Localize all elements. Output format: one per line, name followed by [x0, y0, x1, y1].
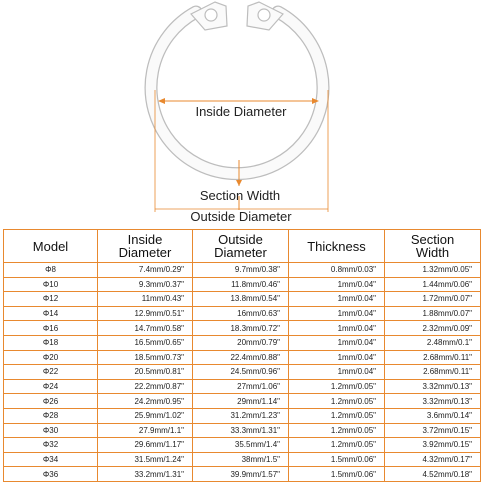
cell-model: Φ34: [4, 452, 98, 467]
cell-model: Φ20: [4, 350, 98, 365]
cell-section-width: 1.32mm/0.05": [385, 263, 481, 278]
cell-outside-diameter: 31.2mm/1.23": [193, 408, 289, 423]
cell-model: Φ16: [4, 321, 98, 336]
cell-thickness: 1mm/0.04": [289, 350, 385, 365]
cell-outside-diameter: 13.8mm/0.54": [193, 292, 289, 307]
cell-section-width: 1.72mm/0.07": [385, 292, 481, 307]
table-row: [4, 306, 481, 321]
cell-outside-diameter: 20mm/0.79": [193, 335, 289, 350]
inside-diameter-label: Inside Diameter: [195, 104, 287, 119]
table-row: [4, 350, 481, 365]
cell-inside-diameter: 14.7mm/0.58": [98, 321, 193, 336]
cell-outside-diameter: 27mm/1.06": [193, 379, 289, 394]
cell-model: Φ8: [4, 263, 98, 278]
lug-hole-left: [205, 9, 217, 21]
cell-model: Φ26: [4, 394, 98, 409]
cell-inside-diameter: 7.4mm/0.29": [98, 263, 193, 278]
outside-diameter-label: Outside Diameter: [190, 209, 292, 224]
table-row: [4, 321, 481, 336]
table-row: [4, 335, 481, 350]
table-row: [4, 467, 481, 482]
cell-section-width: 3.6mm/0.14": [385, 408, 481, 423]
cell-outside-diameter: 16mm/0.63": [193, 306, 289, 321]
cell-section-width: 3.32mm/0.13": [385, 379, 481, 394]
table-row: [4, 438, 481, 453]
table-row: [4, 263, 481, 278]
table-row: [4, 292, 481, 307]
cell-outside-diameter: 33.3mm/1.31": [193, 423, 289, 438]
specification-table: [3, 229, 481, 482]
cell-section-width: 3.72mm/0.15": [385, 423, 481, 438]
section-width-label: Section Width: [199, 188, 281, 203]
cell-thickness: 1.2mm/0.05": [289, 394, 385, 409]
cell-model: Φ10: [4, 277, 98, 292]
cell-thickness: 1mm/0.04": [289, 292, 385, 307]
cell-outside-diameter: 11.8mm/0.46": [193, 277, 289, 292]
cell-inside-diameter: 25.9mm/1.02": [98, 408, 193, 423]
cell-inside-diameter: 12.9mm/0.51": [98, 306, 193, 321]
cell-thickness: 0.8mm/0.03": [289, 263, 385, 278]
table-row: [4, 408, 481, 423]
cell-outside-diameter: 22.4mm/0.88": [193, 350, 289, 365]
header-inside-diameter: [98, 230, 193, 263]
header-section-line2: Width: [415, 245, 450, 260]
table-row: [4, 394, 481, 409]
cell-section-width: 1.44mm/0.06": [385, 277, 481, 292]
header-model: Model: [4, 230, 98, 263]
cell-model: Φ32: [4, 438, 98, 453]
header-inside-line1: Inside: [127, 232, 163, 247]
cell-section-width: 2.32mm/0.09": [385, 321, 481, 336]
cell-outside-diameter: 29mm/1.14": [193, 394, 289, 409]
cell-outside-diameter: 38mm/1.5": [193, 452, 289, 467]
cell-section-width: 3.92mm/0.15": [385, 438, 481, 453]
header-section-width: [385, 230, 481, 263]
cell-thickness: 1.2mm/0.05": [289, 438, 385, 453]
cell-model: Φ18: [4, 335, 98, 350]
cell-model: Φ36: [4, 467, 98, 482]
cell-thickness: 1.2mm/0.05": [289, 423, 385, 438]
cell-outside-diameter: 18.3mm/0.72": [193, 321, 289, 336]
cell-outside-diameter: 24.5mm/0.96": [193, 365, 289, 380]
header-inside-line2: Diameter: [118, 245, 172, 260]
cell-thickness: 1mm/0.04": [289, 365, 385, 380]
cell-section-width: 1.88mm/0.07": [385, 306, 481, 321]
cell-outside-diameter: 9.7mm/0.38": [193, 263, 289, 278]
cell-thickness: 1.2mm/0.05": [289, 408, 385, 423]
cell-thickness: 1mm/0.04": [289, 335, 385, 350]
cell-inside-diameter: 20.5mm/0.81": [98, 365, 193, 380]
cell-inside-diameter: 9.3mm/0.37": [98, 277, 193, 292]
cell-thickness: 1.5mm/0.06": [289, 452, 385, 467]
cell-section-width: 2.68mm/0.11": [385, 350, 481, 365]
cell-section-width: 4.52mm/0.18": [385, 467, 481, 482]
header-thickness: Thickness: [289, 230, 385, 263]
table-row: [4, 423, 481, 438]
retaining-ring-diagram: [0, 0, 483, 228]
cell-inside-diameter: 11mm/0.43": [98, 292, 193, 307]
cell-section-width: 3.32mm/0.13": [385, 394, 481, 409]
table-row: [4, 452, 481, 467]
cell-inside-diameter: 18.5mm/0.73": [98, 350, 193, 365]
table-row: [4, 277, 481, 292]
cell-thickness: 1mm/0.04": [289, 306, 385, 321]
cell-model: Φ12: [4, 292, 98, 307]
table-body: [4, 263, 481, 482]
lug-hole-right: [258, 9, 270, 21]
cell-thickness: 1mm/0.04": [289, 277, 385, 292]
table-header-row: [4, 230, 481, 263]
cell-model: Φ28: [4, 408, 98, 423]
circlip-ring: [151, 2, 323, 174]
cell-thickness: 1mm/0.04": [289, 321, 385, 336]
cell-inside-diameter: 27.9mm/1.1": [98, 423, 193, 438]
cell-inside-diameter: 24.2mm/0.95": [98, 394, 193, 409]
cell-thickness: 1.5mm/0.06": [289, 467, 385, 482]
cell-inside-diameter: 31.5mm/1.24": [98, 452, 193, 467]
cell-inside-diameter: 16.5mm/0.65": [98, 335, 193, 350]
header-outside-diameter: [193, 230, 289, 263]
cell-thickness: 1.2mm/0.05": [289, 379, 385, 394]
table-row: [4, 365, 481, 380]
cell-inside-diameter: 22.2mm/0.87": [98, 379, 193, 394]
header-section-line1: Section: [410, 232, 455, 247]
cell-inside-diameter: 33.2mm/1.31": [98, 467, 193, 482]
cell-model: Φ14: [4, 306, 98, 321]
cell-section-width: 4.32mm/0.17": [385, 452, 481, 467]
header-outside-line1: Outside: [218, 232, 263, 247]
header-outside-line2: Diameter: [214, 245, 267, 260]
cell-model: Φ24: [4, 379, 98, 394]
cell-outside-diameter: 39.9mm/1.57": [193, 467, 289, 482]
cell-model: Φ22: [4, 365, 98, 380]
table-row: [4, 379, 481, 394]
cell-outside-diameter: 35.5mm/1.4": [193, 438, 289, 453]
cell-inside-diameter: 29.6mm/1.17": [98, 438, 193, 453]
cell-section-width: 2.68mm/0.11": [385, 365, 481, 380]
cell-section-width: 2.48mm/0.1": [385, 335, 481, 350]
cell-model: Φ30: [4, 423, 98, 438]
